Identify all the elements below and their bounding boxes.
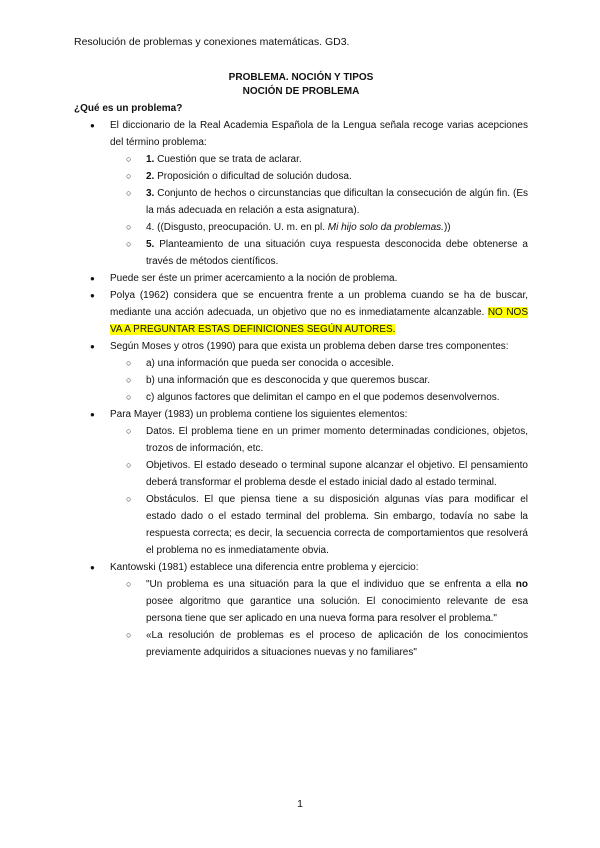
bullet-text: Kantowski (1981) establece una diferencia entre problema y ejercicio:	[110, 562, 419, 573]
moses-components-list	[110, 355, 528, 406]
item-number: 1.	[146, 154, 155, 165]
list-item: ○ c) algunos factores que delimitan el campo en el que podemos desenvolvernos.	[110, 389, 528, 406]
question-heading: ¿Qué es un problema?	[74, 103, 183, 114]
bullet-kantowski	[74, 559, 528, 661]
mayer-elements-list	[110, 423, 528, 559]
list-item	[110, 219, 528, 236]
item-text: Cuestión que se trata de aclarar.	[154, 154, 302, 165]
bullet-moses	[74, 338, 528, 406]
page-header: Resolución de problemas y conexiones matemáticas. GD3.	[74, 36, 350, 48]
list-item	[110, 185, 528, 219]
bullet-polya	[74, 287, 528, 338]
item-text-tail: ))	[443, 222, 451, 233]
quote-text: "Un problema es una situación para la que el individuo que se enfrenta a ella	[146, 579, 516, 590]
item-number: 4.	[146, 222, 155, 233]
list-item	[110, 168, 528, 185]
list-item: ○ «La resolución de problemas es el proceso de aplicación de los conocimientos previamente adquiridos a situaciones nuevas y no familiares"	[110, 627, 528, 661]
item-number: 2.	[146, 171, 155, 182]
bullet-text: Según Moses y otros (1990) para que exista un problema deben darse tres componentes:	[110, 341, 509, 352]
list-item: ○ b) una información que es desconocida y que queremos buscar.	[110, 372, 528, 389]
list-item: ○ a) una información que pueda ser conocida o accesible.	[110, 355, 528, 372]
quote-bold-word: no	[515, 579, 528, 590]
item-text: Conjunto de hechos o circunstancias que dificultan la consecución de algún fin. (Es la más adecuada en relación a esta asignatura).	[146, 188, 528, 216]
list-item: ○ Datos. El problema tiene en un primer momento determinadas condiciones, objetos, trozos de información, etc.	[110, 423, 528, 457]
document-title: PROBLEMA. NOCIÓN Y TIPOS	[228, 72, 374, 83]
item-italic-example: Mi hijo solo da problemas.	[327, 222, 444, 233]
item-number: 5.	[146, 239, 155, 250]
list-item	[110, 576, 528, 627]
item-number: 3.	[146, 188, 155, 199]
section-title: NOCIÓN DE PROBLEMA	[242, 86, 360, 97]
page-number: 1	[297, 798, 303, 810]
bullet-mayer	[74, 406, 528, 559]
bullet-text: Puede ser éste un primer acercamiento a la noción de problema.	[110, 273, 398, 284]
list-item	[110, 236, 528, 270]
item-text: Planteamiento de una situación cuya respuesta desconocida debe obtenerse a través de métodos científicos.	[146, 239, 528, 267]
list-item	[110, 151, 528, 168]
bullet-text: Para Mayer (1983) un problema contiene los siguientes elementos:	[110, 409, 408, 420]
bullet-first-approach	[74, 270, 528, 287]
quote-text-tail: posee algoritmo que garantice una solución. El conocimiento relevante de esa persona tiene que ser aplicado en una nueva forma para resolver el problema."	[146, 596, 528, 624]
kantowski-quotes-list	[110, 576, 528, 661]
bullet-rae-definition	[74, 117, 528, 270]
main-bullet-list	[74, 117, 528, 661]
bullet-text: Polya (1962) considera que se encuentra frente a un problema cuando se ha de buscar, mediante una acción adecuada, un objetivo que no es inmediatamente alcanzable.	[110, 290, 528, 318]
document-body	[74, 71, 528, 661]
list-item: ○ Objetivos. El estado deseado o terminal supone alcanzar el objetivo. El pensamiento deberá transformar el problema desde el estado inicial dado al estado terminal.	[110, 457, 528, 491]
bullet-text: El diccionario de la Real Academia Española de la Lengua señala recoge varias acepciones del término problema:	[110, 120, 528, 148]
item-text: ((Disgusto, preocupación. U. m. en pl.	[154, 222, 328, 233]
highlighted-note: NO NOS VA A PREGUNTAR ESTAS DEFINICIONES SEGÚN AUTORES.	[110, 307, 528, 335]
rae-acceptions-list	[110, 151, 528, 270]
list-item: ○ Obstáculos. El que piensa tiene a su disposición algunas vías para modificar el estado dado o el estado terminal del problema. Sin embargo, todavía no sabe la respuesta correcta; es decir, la secuencia correcta de comportamientos que resolverá el problema no es inmediatamente obvia.	[110, 491, 528, 559]
item-text: Proposición o dificultad de solución dudosa.	[154, 171, 352, 182]
